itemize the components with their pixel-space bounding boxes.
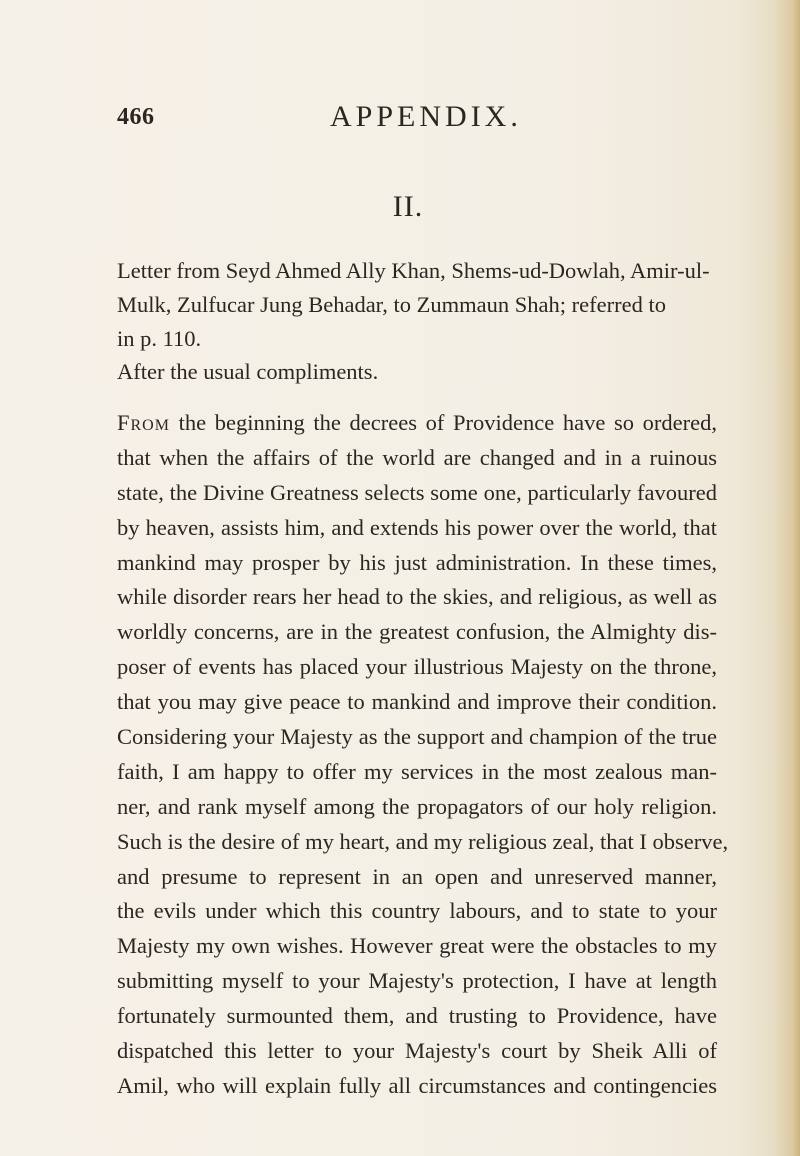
body-line: submitting myself to your Majesty's protection, I have at length <box>117 968 717 994</box>
letter-heading-line: Letter from Seyd Ahmed Ally Khan, Shems-ud-Dowlah, Amir-ul- <box>117 258 710 283</box>
letter-heading-line: Mulk, Zulfucar Jung Behadar, to Zummaun Shah; referred to <box>117 292 666 317</box>
compliments-line: After the usual compliments. <box>117 359 379 384</box>
body-line: that you may give peace to mankind and improve their condition. <box>117 689 717 715</box>
body-line: that when the affairs of the world are changed and in a ruinous <box>117 444 717 470</box>
body-line: fortunately surmounted them, and trusting to Providence, have <box>117 1003 717 1029</box>
page-edge-discoloration <box>774 0 800 1156</box>
body-line: while disorder rears her head to the skies, and religious, as well as <box>117 584 717 610</box>
body-first-word: From <box>117 410 170 435</box>
body-line: dispatched this letter to your Majesty's court by Sheik Alli of <box>117 1038 717 1064</box>
body-line: Considering your Majesty as the support and champion of the true <box>117 724 717 750</box>
body-line: the evils under which this country labours, and to state to your <box>117 898 717 924</box>
body-line <box>117 406 717 441</box>
body-line: mankind may prosper by his just administration. In these times, <box>117 549 717 575</box>
body-line: and presume to represent in an open and unreserved manner, <box>117 863 717 889</box>
letter-heading <box>117 254 717 356</box>
body-line-text: the beginning the decrees of Providence have so ordered, <box>169 410 717 435</box>
body-line: faith, I am happy to offer my services in the most zealous man- <box>117 758 717 784</box>
section-numeral: II. <box>392 190 424 223</box>
letter-body <box>117 406 729 1104</box>
page-number: 466 <box>117 104 155 130</box>
body-line: poser of events has placed your illustrious Majesty on the throne, <box>117 654 717 680</box>
body-line: by heaven, assists him, and extends his power over the world, that <box>117 514 717 540</box>
body-line: state, the Divine Greatness selects some one, particularly favoured <box>117 479 717 505</box>
body-line: Majesty my own wishes. However great were the obstacles to my <box>117 933 717 959</box>
body-line: Such is the desire of my heart, and my religious zeal, that I observe, <box>117 828 729 854</box>
body-line: worldly concerns, are in the greatest confusion, the Almighty dis- <box>117 619 717 645</box>
body-line: Amil, who will explain fully all circumstances and contingencies <box>117 1072 717 1098</box>
running-head: APPENDIX. <box>330 100 522 133</box>
body-line: ner, and rank myself among the propagators of our holy religion. <box>117 793 717 819</box>
letter-heading-line: in p. 110. <box>117 326 202 351</box>
